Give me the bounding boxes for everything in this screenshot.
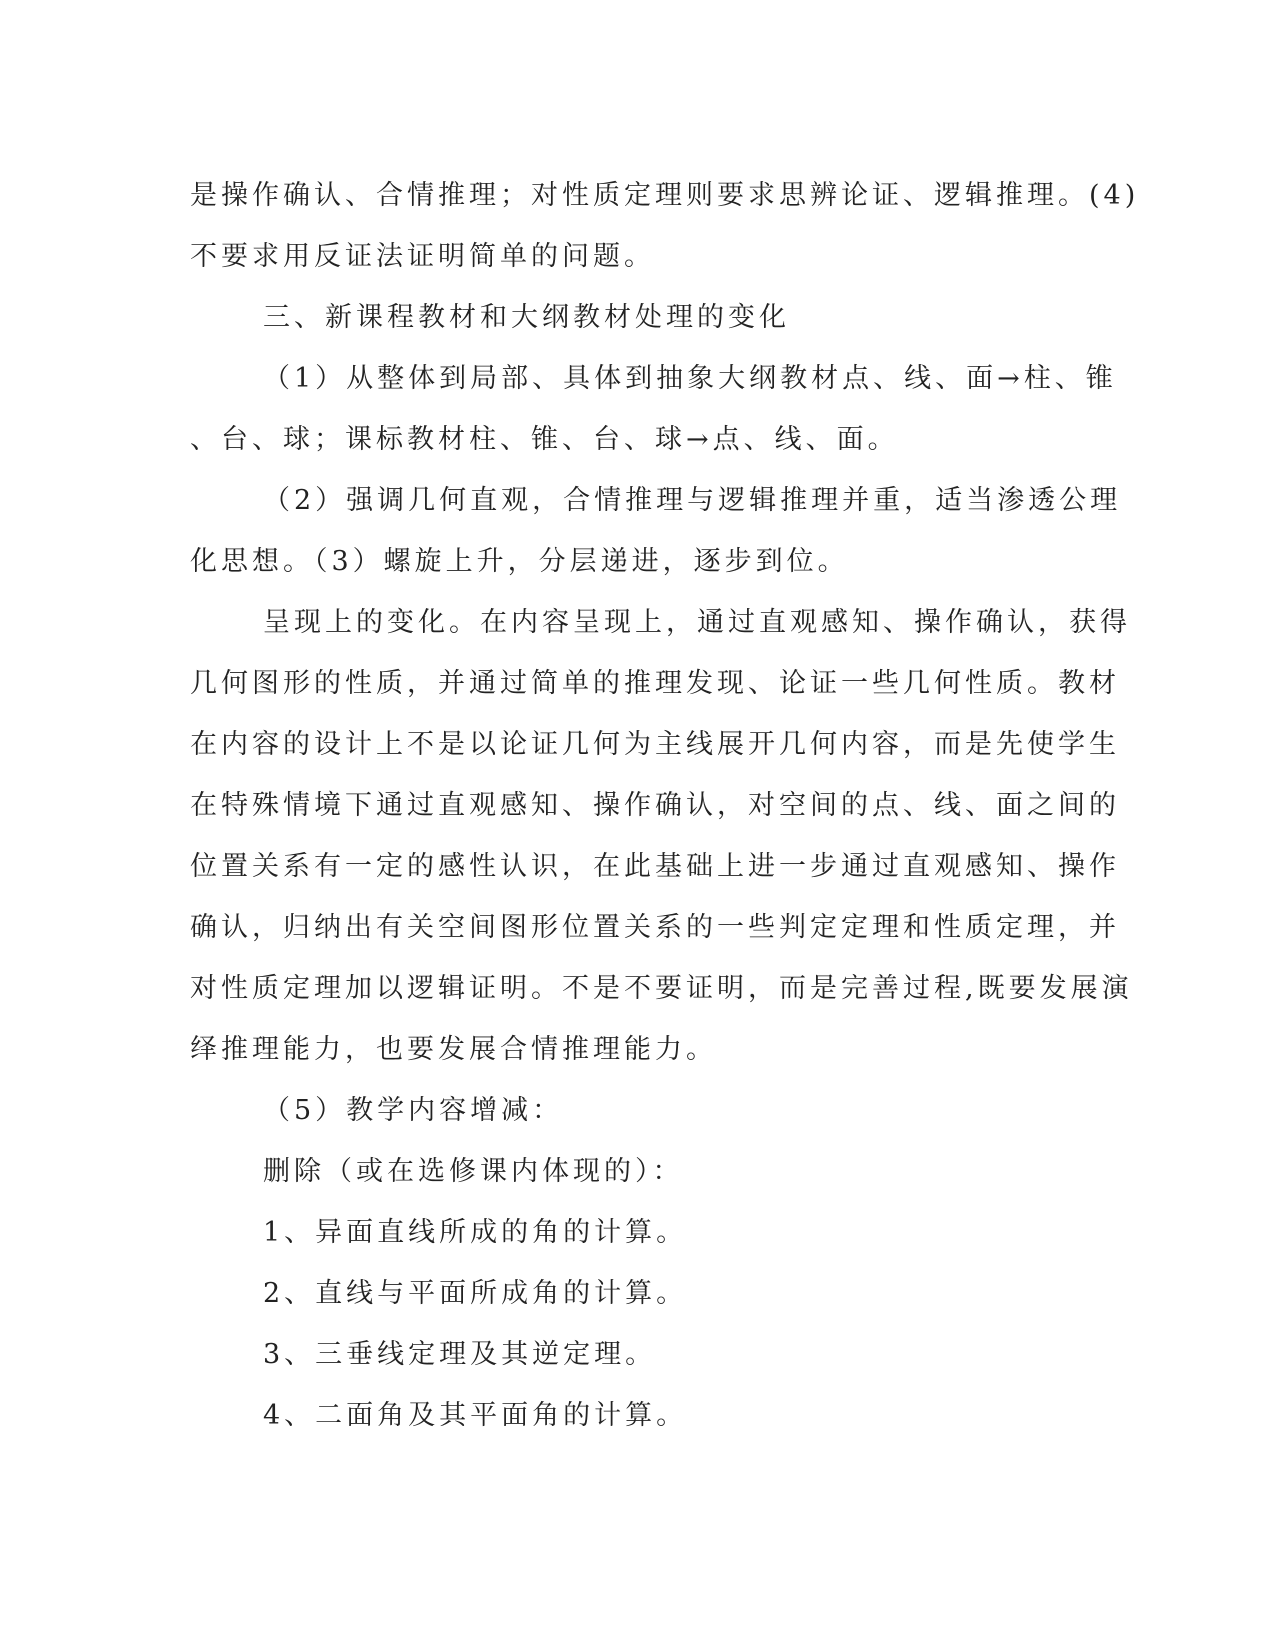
text-line: （5）教学内容增减：: [263, 1095, 564, 1126]
text-line: 绎推理能力，也要发展合情推理能力。: [190, 1034, 717, 1065]
text-line: 对性质定理加以逻辑证明。不是不要证明，而是完善过程,既要发展演: [190, 973, 1133, 1004]
text-line: 删除（或在选修课内体现的）：: [263, 1156, 684, 1187]
list-item: 4、二面角及其平面角的计算。: [263, 1400, 688, 1431]
text-line: 不要求用反证法证明简单的问题。: [190, 241, 655, 272]
text-line: 几何图形的性质，并通过简单的推理发现、论证一些几何性质。教材: [190, 668, 1120, 699]
text-line: 是操作确认、合情推理；对性质定理则要求思辨论证、逻辑推理。(4): [190, 180, 1140, 211]
text-line: 呈现上的变化。在内容呈现上，通过直观感知、操作确认，获得: [263, 607, 1131, 638]
text-line: 位置关系有一定的感性认识，在此基础上进一步通过直观感知、操作: [190, 851, 1120, 882]
text-line: （1）从整体到局部、具体到抽象大纲教材点、线、面→柱、锥: [263, 363, 1117, 394]
text-line: 化思想。（3）螺旋上升，分层递进，逐步到位。: [190, 546, 849, 577]
section-heading: 三、新课程教材和大纲教材处理的变化: [263, 302, 790, 333]
text-line: （2）强调几何直观，合情推理与逻辑推理并重，适当渗透公理: [263, 485, 1122, 516]
list-item: 1、异面直线所成的角的计算。: [263, 1217, 688, 1248]
list-item: 2、直线与平面所成角的计算。: [263, 1278, 688, 1309]
document-body: [190, 165, 1140, 1446]
text-line: 在特殊情境下通过直观感知、操作确认，对空间的点、线、面之间的: [190, 790, 1120, 821]
text-line: 、台、球；课标教材柱、锥、台、球→点、线、面。: [190, 424, 899, 455]
list-item: 3、三垂线定理及其逆定理。: [263, 1339, 657, 1370]
text-line: 确认，归纳出有关空间图形位置关系的一些判定定理和性质定理，并: [190, 912, 1120, 943]
text-line: 在内容的设计上不是以论证几何为主线展开几何内容，而是先使学生: [190, 729, 1120, 760]
